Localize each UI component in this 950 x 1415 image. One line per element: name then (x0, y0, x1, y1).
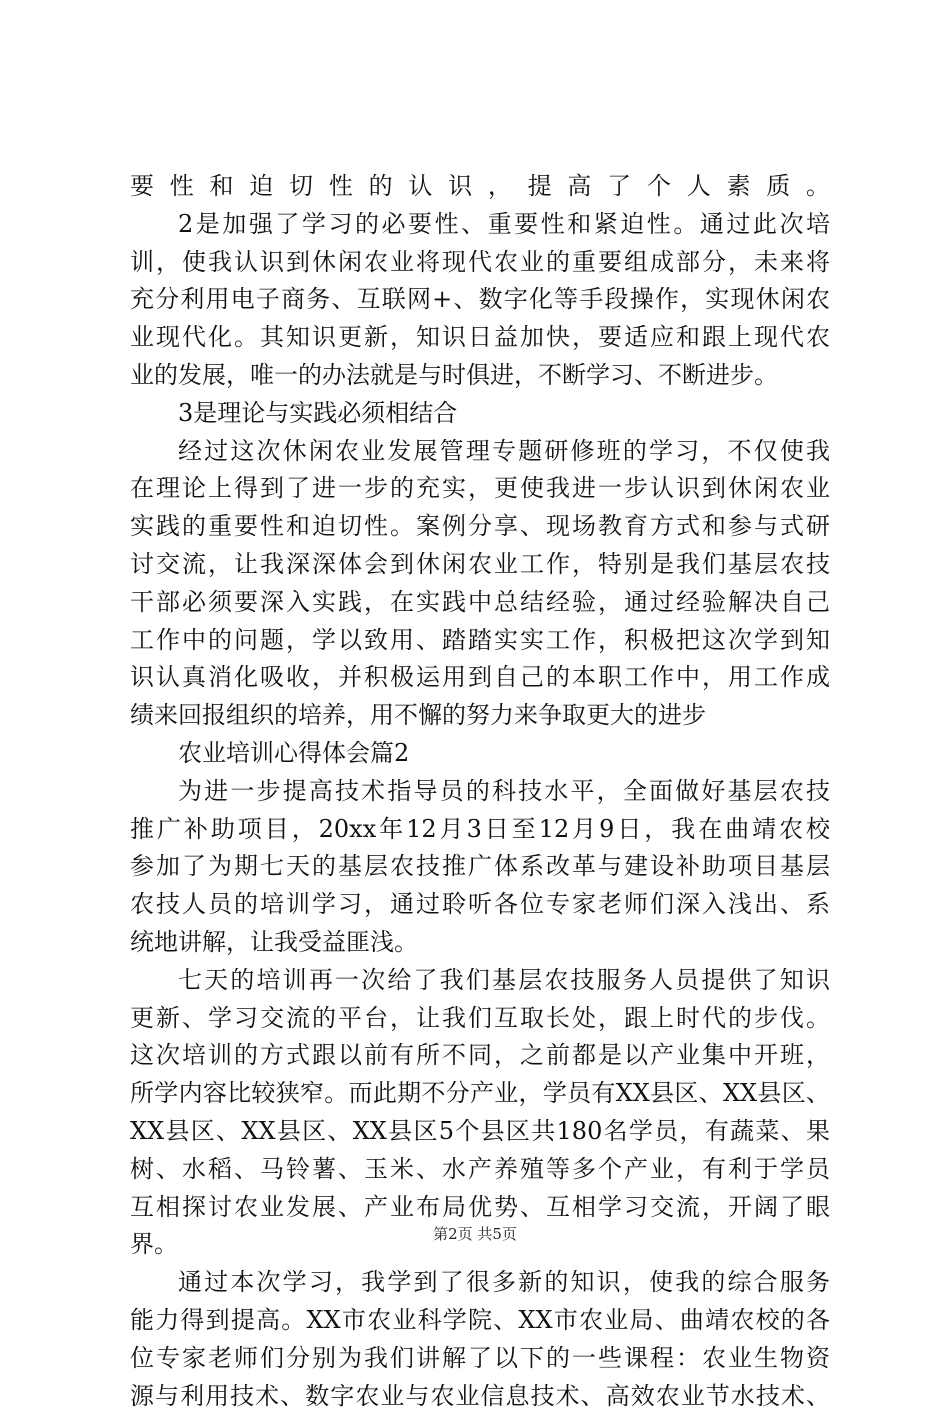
text-line: 树、水稻、马铃薯、玉米、水产养殖等多个产业，有利于学员 (130, 1151, 830, 1189)
text-line: 所学内容比较狭窄。而此期不分产业，学员有XX县区、XX县区、 (130, 1075, 830, 1113)
text-line: 干部必须要深入实践，在实践中总结经验，通过经验解决自己 (130, 584, 830, 622)
text-line: 充分利用电子商务、互联网+、数字化等手段操作，实现休闲农 (130, 281, 830, 319)
text-line: 源与利用技术、数字农业与农业信息技术、高效农业节水技术、 (130, 1378, 830, 1415)
text-line: 能力得到提高。XX市农业科学院、XX市农业局、曲靖农校的各 (130, 1302, 830, 1340)
text-line: 参加了为期七天的基层农技推广体系改革与建设补助项目基层 (130, 848, 830, 886)
page-footer (0, 1223, 950, 1244)
text-line: 识认真消化吸收，并积极运用到自己的本职工作中，用工作成 (130, 659, 830, 697)
text-line: 更新、学习交流的平台，让我们互取长处，跟上时代的步伐。 (130, 1000, 830, 1038)
text-line: 要性和迫切性的认识，提高了个人素质。 (130, 168, 830, 206)
text-line: 在理论上得到了进一步的充实，更使我进一步认识到休闲农业 (130, 470, 830, 508)
text-line: 农技人员的培训学习，通过聆听各位专家老师们深入浅出、系 (130, 886, 830, 924)
text-line: 经过这次休闲农业发展管理专题研修班的学习，不仅使我 (130, 433, 830, 471)
section-heading: 3是理论与实践必须相结合 (130, 395, 830, 433)
text-line: 界。 (130, 1226, 830, 1264)
text-line: 训，使我认识到休闲农业将现代农业的重要组成部分，未来将 (130, 244, 830, 282)
text-line: 统地讲解，让我受益匪浅。 (130, 924, 830, 962)
text-line: 业的发展，唯一的办法就是与时俱进，不断学习、不断进步。 (130, 357, 830, 395)
text-line: 通过本次学习，我学到了很多新的知识，使我的综合服务 (130, 1264, 830, 1302)
article-title: 农业培训心得体会篇2 (130, 735, 830, 773)
text-line: 业现代化。其知识更新，知识日益加快，要适应和跟上现代农 (130, 319, 830, 357)
text-line: 互相探讨农业发展、产业布局优势、互相学习交流，开阔了眼 (130, 1189, 830, 1227)
page-number-label: 第2页 共5页 (433, 1225, 517, 1243)
text-line: 绩来回报组织的培养，用不懈的努力来争取更大的进步 (130, 697, 830, 735)
text-line: 2是加强了学习的必要性、重要性和紧迫性。通过此次培 (130, 206, 830, 244)
text-line: 推广补助项目，20xx年12月3日至12月9日，我在曲靖农校 (130, 811, 830, 849)
text-line: 这次培训的方式跟以前有所不同，之前都是以产业集中开班， (130, 1037, 830, 1075)
text-line: 工作中的问题，学以致用、踏踏实实工作，积极把这次学到知 (130, 622, 830, 660)
text-line: XX县区、XX县区、XX县区5个县区共180名学员，有蔬菜、果 (130, 1113, 830, 1151)
text-line: 位专家老师们分别为我们讲解了以下的一些课程：农业生物资 (130, 1340, 830, 1378)
text-line: 讨交流，让我深深体会到休闲农业工作，特别是我们基层农技 (130, 546, 830, 584)
text-line: 七天的培训再一次给了我们基层农技服务人员提供了知识 (130, 962, 830, 1000)
text-line: 为进一步提高技术指导员的科技水平，全面做好基层农技 (130, 773, 830, 811)
text-line: 实践的重要性和迫切性。案例分享、现场教育方式和参与式研 (130, 508, 830, 546)
